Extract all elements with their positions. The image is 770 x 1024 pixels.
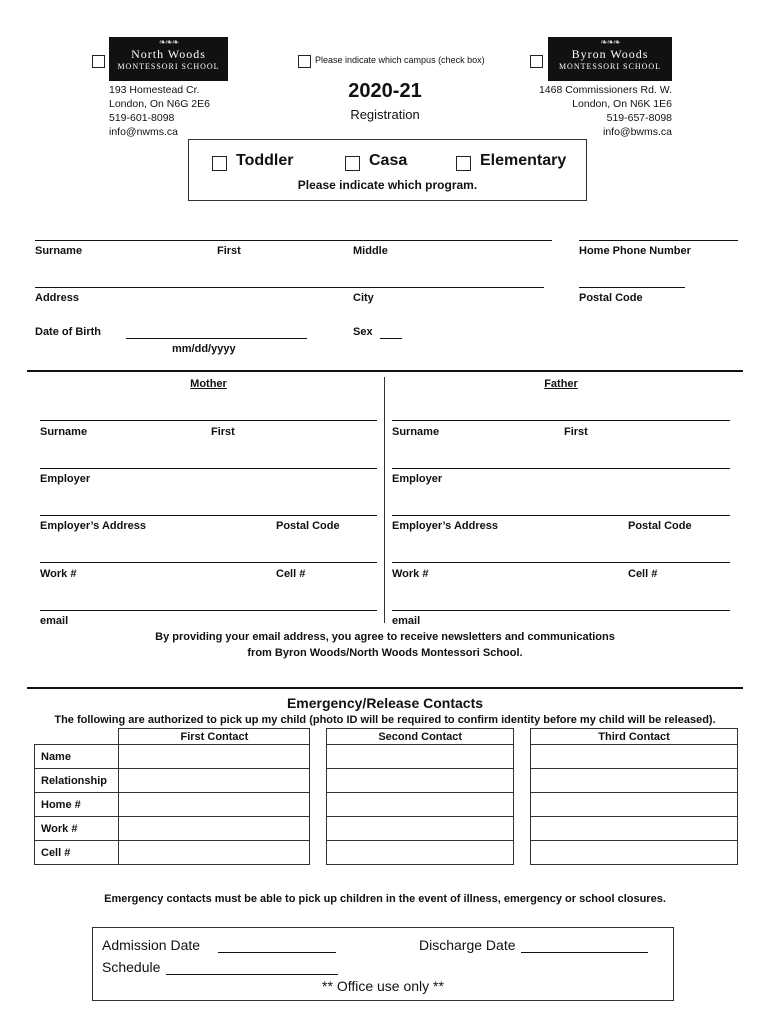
- emergency-contacts-table: [34, 728, 738, 865]
- emergency-title: Emergency/Release Contacts: [286, 695, 484, 711]
- third-contact-work-cell[interactable]: [531, 817, 738, 841]
- mother-cell-label: Cell #: [276, 568, 306, 580]
- sex-label: Sex: [353, 326, 373, 338]
- child-first-label: First: [217, 245, 241, 257]
- parents-divider: [384, 377, 385, 623]
- father-name-line[interactable]: [392, 420, 730, 421]
- third-contact-home-cell[interactable]: [531, 793, 738, 817]
- row-label-name: Name: [35, 745, 119, 769]
- mother-first-label: First: [211, 426, 235, 438]
- postal-code-line[interactable]: [579, 287, 685, 288]
- second-contact-name-cell[interactable]: [327, 745, 514, 769]
- dob-format: mm/dd/yyyy: [172, 343, 236, 355]
- registration-title: Registration: [350, 107, 420, 122]
- city-label: City: [353, 292, 374, 304]
- mother-name-line[interactable]: [40, 420, 377, 421]
- postal-code-label: Postal Code: [579, 292, 643, 304]
- mother-email-line[interactable]: [40, 610, 377, 611]
- program-elementary: Elementary: [480, 152, 567, 169]
- byron-woods-address: 1468 Commissioners Rd. W. London, On N6K 1E6 519-657-8098 info@bwms.ca: [538, 84, 672, 138]
- third-contact-name-cell[interactable]: [531, 745, 738, 769]
- home-phone-line[interactable]: [579, 240, 738, 241]
- north-woods-checkbox[interactable]: [92, 55, 105, 68]
- dob-label: Date of Birth: [35, 326, 101, 338]
- mother-employer-line[interactable]: [40, 468, 377, 469]
- table-row: [35, 793, 738, 817]
- mother-email-label: email: [40, 615, 69, 627]
- second-contact-header: Second Contact: [327, 729, 514, 745]
- emergency-subtitle: The following are authorized to pick up my child (photo ID will be required to confirm identity before my child will be released).: [54, 714, 716, 726]
- mother-employer-label: Employer: [40, 473, 91, 485]
- schedule-label: Schedule: [102, 959, 161, 975]
- row-label-cell: Cell #: [35, 841, 119, 865]
- first-contact-relationship-cell[interactable]: [119, 769, 310, 793]
- north-woods-address: 193 Homestead Cr. London, On N6G 2E6 519-601-8098 info@nwms.ca: [109, 84, 210, 138]
- father-work-label: Work #: [392, 568, 429, 580]
- father-surname-label: Surname: [392, 426, 440, 438]
- father-email-line[interactable]: [392, 610, 730, 611]
- child-name-line[interactable]: [35, 240, 552, 241]
- second-contact-home-cell[interactable]: [327, 793, 514, 817]
- second-contact-relationship-cell[interactable]: [327, 769, 514, 793]
- mother-work-label: Work #: [40, 568, 77, 580]
- first-contact-cell-cell[interactable]: [119, 841, 310, 865]
- campus-prompt: Please indicate which campus (check box): [315, 55, 485, 65]
- father-employer-address-label: Employer’s Address: [392, 520, 498, 532]
- address-label: Address: [35, 292, 80, 304]
- third-contact-header: Third Contact: [531, 729, 738, 745]
- father-phone-line[interactable]: [392, 562, 730, 563]
- admission-date-line[interactable]: [218, 952, 336, 953]
- dob-line[interactable]: [126, 338, 307, 339]
- leaf-icon: ❧❧❧: [158, 37, 179, 47]
- mother-employer-address-label: Employer’s Address: [40, 520, 146, 532]
- father-employer-line[interactable]: [392, 468, 730, 469]
- north-woods-logo: ❧❧❧ North Woods MONTESSORI SCHOOL: [109, 37, 228, 81]
- mother-postal-code-label: Postal Code: [276, 520, 340, 532]
- mother-surname-label: Surname: [40, 426, 88, 438]
- toddler-checkbox[interactable]: [212, 156, 227, 171]
- table-row: [35, 817, 738, 841]
- table-row: [35, 769, 738, 793]
- discharge-date-line[interactable]: [521, 952, 648, 953]
- casa-checkbox[interactable]: [345, 156, 360, 171]
- father-first-label: First: [564, 426, 588, 438]
- emergency-note: Emergency contacts must be able to pick up children in the event of illness, emergency or school closures.: [104, 893, 666, 905]
- first-contact-home-cell[interactable]: [119, 793, 310, 817]
- father-employer-address-line[interactable]: [392, 515, 730, 516]
- father-employer-label: Employer: [392, 473, 443, 485]
- sex-line[interactable]: [380, 338, 402, 339]
- father-postal-code-label: Postal Code: [628, 520, 692, 532]
- section-divider: [27, 370, 743, 372]
- third-contact-cell-cell[interactable]: [531, 841, 738, 865]
- child-middle-label: Middle: [353, 245, 388, 257]
- address-line[interactable]: [35, 287, 544, 288]
- office-use-note: ** Office use only **: [322, 978, 444, 994]
- school-year: 2020-21: [348, 80, 422, 102]
- row-label-home: Home #: [35, 793, 119, 817]
- discharge-date-label: Discharge Date: [419, 937, 516, 953]
- section-divider: [27, 687, 743, 689]
- mother-employer-address-line[interactable]: [40, 515, 377, 516]
- second-contact-work-cell[interactable]: [327, 817, 514, 841]
- table-row: [35, 745, 738, 769]
- mother-title: Mother: [190, 378, 227, 390]
- office-use-box: [92, 927, 674, 1001]
- father-email-label: email: [392, 615, 421, 627]
- third-contact-relationship-cell[interactable]: [531, 769, 738, 793]
- program-prompt: Please indicate which program.: [297, 178, 478, 192]
- byron-woods-logo: ❧❧❧ Byron Woods MONTESSORI SCHOOL: [548, 37, 672, 81]
- first-contact-header: First Contact: [119, 729, 310, 745]
- mother-phone-line[interactable]: [40, 562, 377, 563]
- father-cell-label: Cell #: [628, 568, 658, 580]
- first-contact-work-cell[interactable]: [119, 817, 310, 841]
- leaf-icon: ❧❧❧: [600, 37, 620, 47]
- schedule-line[interactable]: [166, 974, 338, 975]
- program-box: [188, 139, 587, 201]
- second-contact-cell-cell[interactable]: [327, 841, 514, 865]
- child-surname-label: Surname: [35, 245, 83, 257]
- program-toddler: Toddler: [236, 152, 294, 169]
- email-notice-line1: By providing your email address, you agree to receive newsletters and communications: [155, 631, 615, 643]
- admission-date-label: Admission Date: [102, 937, 201, 953]
- program-casa: Casa: [369, 152, 408, 169]
- campus-checkbox[interactable]: [298, 55, 311, 68]
- row-label-work: Work #: [35, 817, 119, 841]
- email-notice-line2: from Byron Woods/North Woods Montessori School.: [247, 647, 523, 659]
- table-row: [35, 841, 738, 865]
- byron-woods-checkbox[interactable]: [530, 55, 543, 68]
- father-title: Father: [544, 378, 578, 390]
- home-phone-label: Home Phone Number: [579, 245, 691, 257]
- elementary-checkbox[interactable]: [456, 156, 471, 171]
- row-label-relationship: Relationship: [35, 769, 119, 793]
- first-contact-name-cell[interactable]: [119, 745, 310, 769]
